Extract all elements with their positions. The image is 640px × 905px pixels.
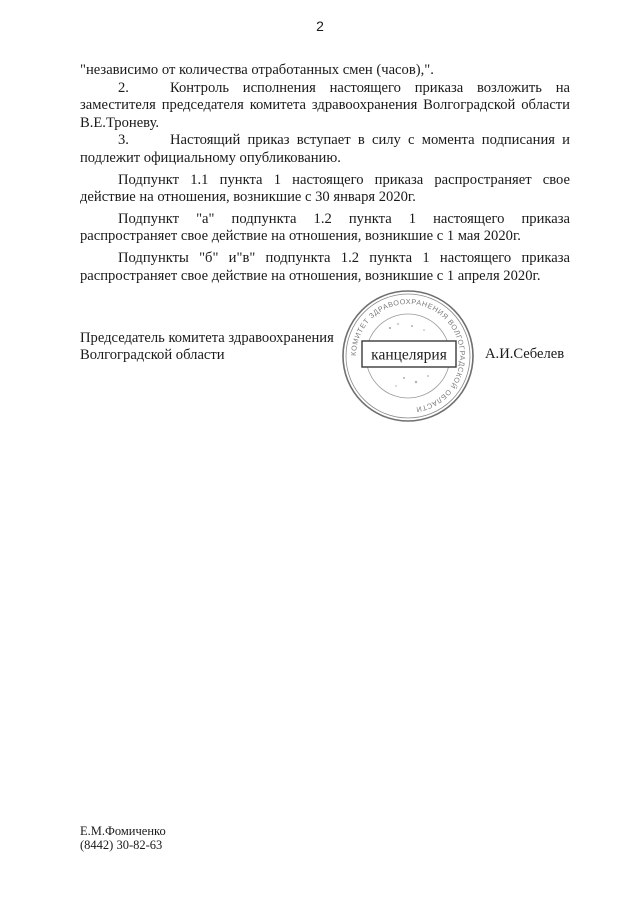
paragraph-continuation: "независимо от количества отработанных смен (часов),". — [80, 62, 434, 78]
signer-name: А.И.Себелев — [485, 346, 565, 362]
item-number: 2. — [118, 79, 129, 96]
paragraph-subpoint-b-v: Подпункты "б" и"в" подпункта 1.2 пункта 1 настоящего приказа распространяет свое действие на отношения, возникшие с 1 апреля 2020г. — [80, 249, 570, 284]
footer-phone: (8442) 30-82-63 — [80, 838, 163, 852]
document-footer — [80, 824, 166, 852]
item-text: Контроль исполнения настоящего приказа возложить на заместителя председателя комитета здравоохранения Волгоградской области В.Е.Троневу. — [80, 79, 570, 131]
office-stamp — [340, 288, 476, 424]
stamp-center-text: канцелярия — [371, 346, 447, 364]
page-number: 2 — [316, 18, 324, 34]
stamp-seal-icon — [340, 288, 476, 424]
paragraph-subpoint-a: Подпункт "а" подпункта 1.2 пункта 1 настоящего приказа распространяет свое действие на отношения, возникшие с 1 мая 2020г. — [80, 210, 570, 245]
item-number: 3. — [118, 132, 129, 149]
signature-title-line: Председатель комитета здравоохранения — [80, 330, 334, 346]
numbered-item-2 — [80, 80, 570, 133]
signature-title — [80, 330, 380, 364]
numbered-item-3 — [80, 132, 570, 167]
document-body — [80, 62, 570, 285]
paragraph-subpoint-1-1: Подпункт 1.1 пункта 1 настоящего приказа распространяет свое действие на отношения, возникшие с 30 января 2020г. — [80, 171, 570, 206]
signature-title-line: Волгоградской области — [80, 347, 225, 363]
footer-author: Е.М.Фомиченко — [80, 824, 166, 838]
stamp-ring-text: КОМИТЕТ ЗДРАВООХРАНЕНИЯ ВОЛГОГРАДСКОЙ ОБЛАСТИ — [348, 296, 468, 415]
item-text: Настоящий приказ вступает в силу с момента подписания и подлежит официальному опубликованию. — [80, 132, 570, 166]
